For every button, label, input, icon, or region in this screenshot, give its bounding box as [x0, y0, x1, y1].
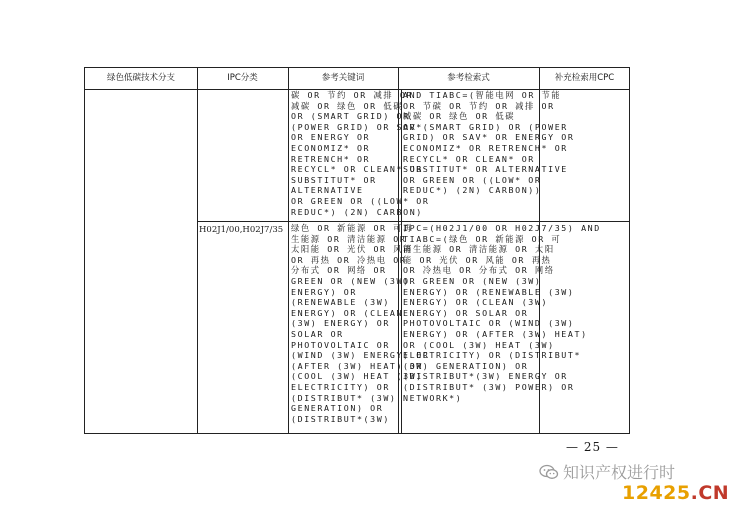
search-strategy-table [84, 67, 630, 434]
column-divider [288, 68, 289, 434]
row2-query-cell: IPC=(H02J1/00 OR H02J7/35) AND TIABC=(绿色 OR 新能源 OR 可 再生能源 OR 清洁能源 OR 太阳 能 OR 光伏 OR 风能 OR 再热 OR 冷热电 OR 分布式 OR 网络 OR GREEN OR (NEW (3W) ENERGY) OR (RENEWABLE (3W) ENERGY) OR (CLEAN (3W) ENERGY) OR SOLAR OR PHOTOVOLTAIC OR (WIND (3W) ENERGY) OR (AFTER (3W) HEAT) OR (COOL (3W) HEAT (3W) ELECTRICITY) OR (DISTRIBUT* (3W) GENERATION) OR (DISTRIBUT*(3W) ENERGY OR (DISTRIBUT* (3W) POWER) OR NETWORK*) [403, 223, 601, 403]
wechat-icon [539, 464, 559, 484]
site-logo-number: 12425 [622, 482, 691, 504]
header-cpc: 补充检索用CPC [554, 73, 615, 83]
row2-ipc-cell: H02J1/00,H02J7/35 [199, 225, 284, 235]
header-ipc: IPC分类 [227, 73, 258, 83]
row1-query-cell: AND TIABC=(智能电网 OR 节能 OR 节碳 OR 节约 OR 减排 OR 减碳 OR 绿色 OR 低碳 OR (SMART GRID) OR (POWER GRID) OR SAV* OR ENERGY OR ECONOMIZ* OR RETRENCH* OR RECYCL* OR CLEAN* OR SUBSTITUT* OR ALTERNATIVE OR GREEN OR ((LOW* OR REDUC*) (2N) CARBON)) [403, 90, 575, 196]
column-divider [197, 68, 198, 434]
row-divider [197, 221, 630, 222]
watermark [539, 460, 675, 484]
header-branch: 绿色低碳技术分支 [106, 73, 175, 83]
row2-keywords-cell: 绿色 OR 新能源 OR 可再 生能源 OR 清洁能源 OR 太阳能 OR 光伏 OR 风能 OR 再热 OR 冷热电 OR 分布式 OR 网络 OR GREEN OR (NEW (3W) ENERGY) OR (RENEWABLE (3W) ENERGY) OR (CLEAN (3W) ENERGY) OR SOLAR OR PHOTOVOLTAIC OR (WIND (3W) ENERGY) OR (AFTER (3W) HEAT) OR (COOL (3W) HEAT (3W) ELECTRICITY) OR (DISTRIBUT* (3W) GENERATION) OR (DISTRIBUT*(3W) [291, 223, 430, 424]
row1-keywords-cell: 碳 OR 节约 OR 减排 OR 减碳 OR 绿色 OR 低碳 OR (SMART GRID) OR (POWER GRID) OR SAV* OR ENERGY OR ECONOMIZ* OR RETRENCH* OR RECYCL* OR CLEAN* OR SUBSTITUT* OR ALTERNATIVE OR GREEN OR ((LOW* OR REDUC*) (2N) CARBON) [291, 90, 430, 217]
site-logo [622, 482, 729, 504]
page-number: — 25 — [566, 440, 619, 454]
header-keywords: 参考关键词 [321, 73, 365, 83]
watermark-text: 知识产权进行时 [563, 463, 676, 482]
site-logo-domain: .CN [690, 482, 729, 504]
header-query: 参考检索式 [447, 73, 490, 83]
